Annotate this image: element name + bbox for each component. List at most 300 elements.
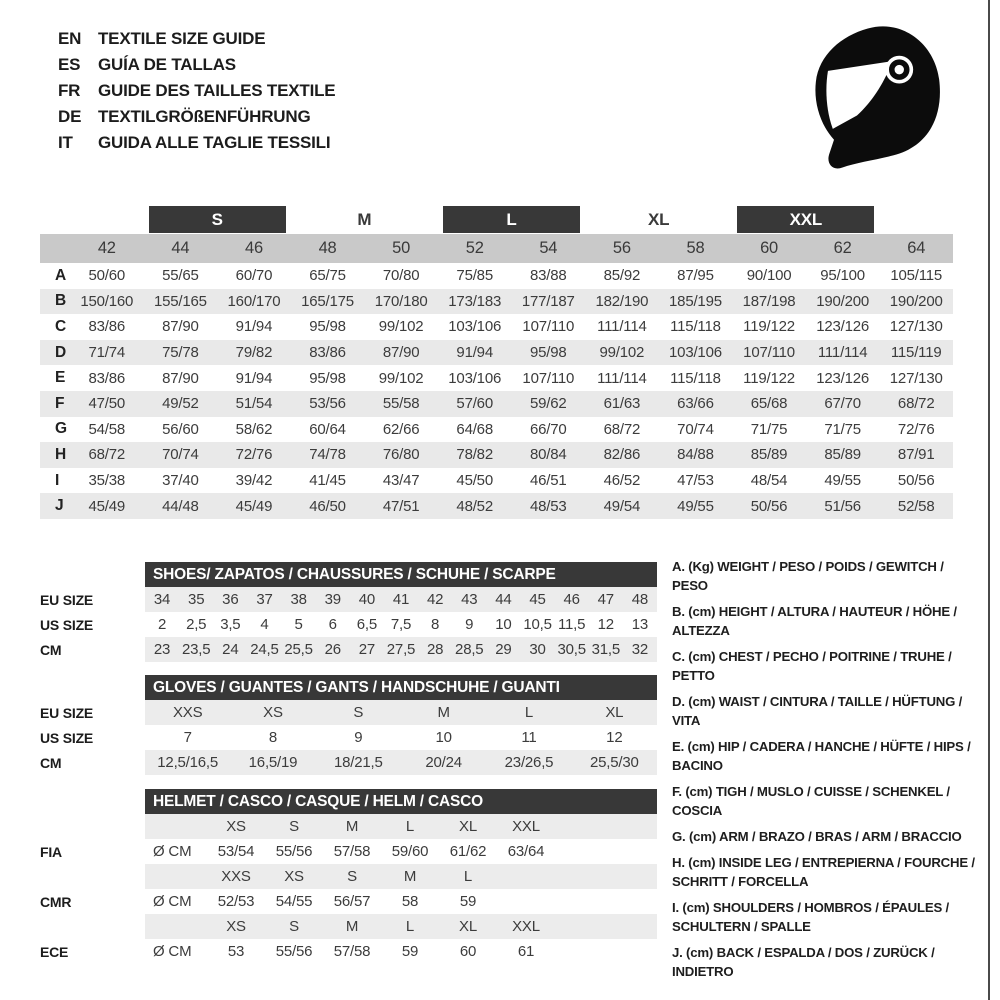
size-value-cell: 42 (426, 591, 444, 608)
size-value-cell: 8 (431, 616, 440, 633)
numeric-size-spacer (40, 234, 70, 263)
row-label: EU SIZE (40, 704, 94, 721)
row-letter: A (55, 266, 66, 284)
row-letter: C (55, 317, 66, 335)
size-value-cell (145, 864, 207, 889)
shoes-table-row (40, 587, 657, 612)
row-label: CM (40, 754, 62, 771)
size-value-cell: 6,5 (356, 616, 377, 633)
size-value-cell: 59/60 (391, 843, 429, 860)
row-letter: J (55, 497, 64, 515)
size-value-cell: 59/62 (530, 395, 567, 413)
row-label (40, 914, 145, 939)
size-value-cell: 30,5 (557, 641, 586, 658)
size-value-cell: 71/75 (824, 420, 861, 438)
gloves-table-row (40, 750, 657, 775)
size-value-cell: 95/98 (530, 344, 567, 362)
row-label (40, 864, 145, 889)
size-value-cell: 62/66 (382, 420, 420, 438)
row-label: ECE (40, 943, 69, 960)
size-value-cell: 51/56 (824, 497, 861, 515)
table-row (40, 289, 953, 315)
row-letter: I (55, 471, 60, 489)
helmet-table-row (40, 814, 657, 839)
language-title: TEXTILE SIZE GUIDE (98, 29, 266, 48)
size-value-cell: 38 (290, 591, 307, 608)
size-value-cell: 31,5 (591, 641, 620, 658)
language-row (58, 130, 335, 156)
size-value-cell: 47/51 (382, 497, 420, 515)
size-value-cell: 90/100 (746, 267, 792, 285)
table-row (40, 493, 953, 519)
size-value-cell: XXL (512, 918, 540, 935)
size-value-cell: 39/42 (235, 472, 273, 490)
numeric-size-label: 60 (760, 239, 779, 257)
size-value-cell: 99/102 (599, 344, 645, 362)
row-label: EU SIZE (40, 591, 94, 608)
size-value-cell: 67/70 (824, 395, 861, 413)
size-value-cell: 20/24 (425, 754, 462, 771)
size-value-cell: 155/165 (153, 292, 207, 310)
size-value-cell: S (289, 918, 299, 935)
size-value-cell (145, 914, 207, 939)
size-value-cell: 68/72 (88, 446, 126, 464)
table-row (40, 442, 953, 468)
size-value-cell: 99/102 (378, 318, 424, 336)
row-label: FIA (40, 843, 62, 860)
size-value-cell: 127/130 (889, 318, 943, 336)
row-letter: D (55, 343, 66, 361)
size-value-cell: 45/49 (235, 497, 273, 515)
size-value-cell: XXL (512, 818, 540, 835)
size-value-cell: 9 (465, 616, 474, 633)
size-value-cell: 185/195 (669, 292, 722, 310)
size-value-cell: 47/53 (677, 472, 714, 490)
size-value-cell: M (403, 868, 417, 885)
size-value-cell: 91/94 (456, 344, 493, 362)
size-value-cell: 37/40 (162, 472, 199, 490)
size-value-cell: 2 (157, 616, 167, 633)
helmet-table-title: HELMET / CASCO / CASQUE / HELM / CASCO (145, 789, 657, 814)
numeric-size-label: 52 (465, 239, 484, 257)
table-row (40, 365, 953, 391)
size-value-cell: 43 (461, 591, 478, 608)
size-value-cell: 46/51 (530, 472, 567, 490)
size-value-cell: 56/60 (162, 420, 199, 438)
size-value-cell: 54/55 (275, 893, 313, 910)
shoes-table-title: SHOES/ ZAPATOS / CHAUSSURES / SCHUHE / SCARPE (145, 562, 657, 587)
size-value-cell: 111/114 (597, 318, 647, 336)
helmet-table-row (40, 889, 657, 914)
size-value-cell: 41/45 (309, 472, 346, 490)
size-value-cell: 7,5 (390, 616, 412, 633)
size-value-cell: Ø CM (153, 893, 192, 910)
row-cells (145, 889, 657, 914)
legend-item: D. (cm) WAIST / CINTURA / TAILLE / HÜFTUNG / VITA (672, 694, 963, 728)
size-value-cell: 39 (324, 591, 341, 608)
size-value-cell: S (289, 818, 299, 835)
size-value-cell: 190/200 (816, 292, 870, 310)
size-value-cell: 24 (222, 641, 239, 658)
size-value-cell: 115/118 (670, 318, 721, 336)
size-value-cell: 61/63 (603, 395, 641, 413)
size-value-cell: 190/200 (889, 292, 943, 310)
row-cells (145, 725, 657, 750)
helmet-table-row (40, 839, 657, 864)
size-value-cell: 58/62 (235, 420, 273, 438)
row-cells (145, 839, 657, 864)
size-value-cell: 50/56 (750, 497, 788, 515)
numeric-size-label: 42 (97, 239, 116, 257)
size-value-cell: 127/130 (889, 369, 943, 387)
size-value-cell: 61 (517, 943, 535, 960)
size-value-cell: 40 (358, 591, 375, 608)
language-code: FR (58, 81, 81, 100)
size-value-cell: XL (459, 918, 477, 935)
size-value-cell: 74/78 (309, 446, 346, 464)
language-code: DE (58, 107, 82, 126)
size-value-cell: 4 (260, 616, 269, 633)
row-letter: B (55, 292, 66, 310)
gloves-table-title: GLOVES / GUANTES / GANTS / HANDSCHUHE / GUANTI (145, 675, 657, 700)
size-value-cell: 45 (529, 591, 546, 608)
size-value-cell: 28,5 (455, 641, 484, 658)
size-value-cell: 2,5 (186, 616, 207, 633)
size-value-cell: 95/98 (309, 318, 346, 336)
size-value-cell: M (345, 818, 359, 835)
size-value-cell: 41 (392, 591, 410, 608)
table-row (40, 340, 953, 366)
size-value-cell: L (524, 704, 534, 721)
size-value-cell: 85/89 (824, 446, 861, 464)
helmet-table-row (40, 914, 657, 939)
table-row (40, 468, 953, 494)
size-value-cell: 91/94 (235, 318, 273, 336)
size-value-cell: 8 (268, 729, 278, 746)
size-value-cell: 115/119 (890, 344, 942, 362)
size-value-cell: 66/70 (530, 420, 567, 438)
size-value-cell: 170/180 (374, 292, 428, 310)
size-value-cell: 23 (153, 641, 171, 658)
size-value-cell: 187/198 (742, 292, 796, 310)
size-value-cell: XL (459, 818, 477, 835)
language-row (58, 78, 335, 104)
size-value-cell: 71/74 (88, 344, 126, 362)
size-value-cell: 32 (631, 641, 649, 658)
row-label: CMR (40, 893, 72, 910)
size-value-cell: 95/98 (309, 369, 346, 387)
size-value-cell: 111/114 (817, 344, 868, 362)
table-row (40, 417, 953, 443)
size-value-cell: 65/75 (309, 267, 346, 285)
legend-item: A. (Kg) WEIGHT / PESO / POIDS / GEWITCH / PESO (672, 559, 944, 593)
row-label: CM (40, 641, 62, 658)
size-value-cell: 55/56 (275, 943, 313, 960)
row-cells (145, 637, 657, 662)
size-value-cell (145, 814, 207, 839)
row-letter: E (55, 369, 66, 387)
row-cells (145, 700, 657, 725)
helmet-table-row (40, 939, 657, 964)
size-group-label: M (357, 209, 372, 229)
helmet-table-rows (40, 814, 657, 964)
size-value-cell: 85/92 (603, 267, 641, 285)
size-value-cell: 25,5/30 (590, 754, 639, 771)
size-value-cell: 54/58 (88, 420, 126, 438)
size-value-cell: 70/80 (382, 267, 420, 285)
size-value-cell: 50/56 (897, 472, 935, 490)
size-value-cell: 160/170 (227, 292, 281, 310)
size-value-cell: 68/72 (897, 395, 935, 413)
size-value-cell: 150/160 (80, 292, 134, 310)
size-value-cell: 103/106 (448, 318, 502, 336)
page-right-border (988, 0, 990, 1000)
size-value-cell: Ø CM (153, 943, 192, 960)
size-value-cell: 99/102 (378, 369, 424, 387)
size-value-cell: 50/60 (88, 267, 126, 285)
legend-item: E. (cm) HIP / CADERA / HANCHE / HÜFTE / HIPS / BACINO (672, 739, 971, 773)
size-value-cell: 105/115 (890, 267, 943, 285)
language-title: GUIDA ALLE TAGLIE TESSILI (98, 133, 331, 152)
row-label: US SIZE (40, 616, 94, 633)
size-value-cell: M (345, 918, 359, 935)
size-value-cell: 79/82 (235, 344, 273, 362)
size-value-cell: 61/62 (449, 843, 487, 860)
helmet-icon (805, 20, 950, 170)
size-value-cell: 64/68 (456, 420, 493, 438)
size-value-cell: 10 (435, 729, 452, 746)
size-value-cell: 84/88 (677, 446, 714, 464)
size-value-cell: 44 (495, 591, 512, 608)
size-value-cell: 12 (606, 729, 623, 746)
size-value-cell: 60/64 (309, 420, 346, 438)
size-value-cell: 27,5 (386, 641, 416, 658)
shoes-table (40, 562, 657, 662)
size-value-cell: 75/85 (456, 267, 493, 285)
gloves-table (40, 675, 657, 775)
size-value-cell: 82/86 (603, 446, 641, 464)
size-value-cell: 48 (631, 591, 649, 608)
language-header (58, 26, 335, 156)
size-value-cell: 83/86 (88, 369, 126, 387)
size-value-cell: 48/54 (750, 472, 788, 490)
legend-item: I. (cm) SHOULDERS / HOMBROS / ÉPAULES / SCHULTERN / SPALLE (672, 900, 949, 934)
size-value-cell: 30 (529, 641, 546, 658)
size-value-cell: 123/126 (816, 318, 870, 336)
size-value-cell: 83/88 (530, 267, 567, 285)
table-row (40, 314, 953, 340)
table-row (40, 391, 953, 417)
shoes-table-rows (40, 587, 657, 662)
size-value-cell: 6 (328, 616, 337, 633)
size-value-cell: 45/49 (88, 497, 126, 515)
size-value-cell: 49/55 (677, 497, 714, 515)
size-value-cell: 83/86 (88, 318, 126, 336)
legend-item: F. (cm) TIGH / MUSLO / CUISSE / SCHENKEL / COSCIA (672, 784, 950, 818)
gloves-table-row (40, 725, 657, 750)
size-value-cell: 10 (495, 616, 512, 633)
size-value-cell: L (405, 918, 415, 935)
size-value-cell: 65/68 (750, 395, 788, 413)
size-value-cell: 70/74 (677, 420, 714, 438)
size-value-cell: 36 (222, 591, 239, 608)
size-value-cell: 115/118 (670, 369, 721, 387)
size-value-cell: 10,5 (523, 616, 552, 633)
gloves-table-row (40, 700, 657, 725)
row-letter: G (55, 420, 67, 438)
size-value-cell: 165/175 (301, 292, 354, 310)
size-value-cell: 23,5 (181, 641, 211, 658)
size-value-cell: 60 (459, 943, 477, 960)
size-value-cell: 11,5 (558, 616, 586, 633)
language-code: IT (58, 133, 73, 152)
numeric-size-label: 46 (244, 239, 263, 257)
size-value-cell: 182/190 (595, 292, 649, 310)
size-value-cell: 34 (153, 591, 171, 608)
size-value-cell: 63/64 (507, 843, 545, 860)
size-value-cell: 49/54 (603, 497, 641, 515)
size-value-cell: 78/82 (456, 446, 493, 464)
size-group-header-row (40, 206, 953, 233)
row-cells (145, 914, 657, 939)
size-value-cell: 35 (188, 591, 205, 608)
language-title: GUÍA DE TALLAS (98, 55, 236, 74)
size-value-cell: 55/56 (275, 843, 313, 860)
size-value-cell: 111/114 (597, 369, 647, 387)
size-value-cell: 44/48 (162, 497, 199, 515)
size-value-cell: XXS (221, 868, 251, 885)
textile-size-rows (40, 263, 953, 519)
size-group-label: L (443, 206, 580, 233)
size-value-cell: M (437, 704, 450, 721)
size-value-cell: XS (284, 868, 304, 885)
size-value-cell: 26 (324, 641, 341, 658)
legend-item: J. (cm) BACK / ESPALDA / DOS / ZURÜCK / INDIETRO (672, 945, 935, 979)
shoes-table-row (40, 637, 657, 662)
size-value-cell: 11 (521, 729, 537, 746)
size-value-cell: 75/78 (162, 344, 199, 362)
size-value-cell: 23/26,5 (504, 754, 554, 771)
size-value-cell: 56/57 (333, 893, 371, 910)
size-value-cell: 49/55 (824, 472, 861, 490)
size-value-cell: 3,5 (220, 616, 241, 633)
size-value-cell: 16,5/19 (248, 754, 298, 771)
size-value-cell: 70/74 (162, 446, 199, 464)
size-value-cell: 103/106 (448, 369, 502, 387)
language-row (58, 104, 335, 130)
size-value-cell: 53 (227, 943, 245, 960)
size-value-cell: 87/90 (162, 369, 199, 387)
row-cells (145, 939, 657, 964)
row-cells (145, 587, 657, 612)
size-value-cell: 25,5 (284, 641, 313, 658)
size-value-cell: 28 (426, 641, 444, 658)
size-value-cell: 46/52 (603, 472, 641, 490)
numeric-size-label: 50 (392, 239, 411, 257)
language-code: ES (58, 55, 81, 74)
size-value-cell: 24,5 (250, 641, 279, 658)
size-value-cell: 58 (401, 893, 419, 910)
size-value-cell (497, 864, 555, 889)
size-value-cell: 18/21,5 (334, 754, 383, 771)
size-value-cell: 37 (256, 591, 273, 608)
size-value-cell: 46 (563, 591, 580, 608)
numeric-size-label: 48 (318, 239, 337, 257)
textile-size-table (40, 206, 953, 519)
size-value-cell: 52/58 (897, 497, 935, 515)
size-value-cell: 12,5/16,5 (157, 754, 219, 771)
legend-item: H. (cm) INSIDE LEG / ENTREPIERNA / FOURCHE / SCHRITT / FORCELLA (672, 855, 975, 889)
size-value-cell: 123/126 (816, 369, 870, 387)
size-value-cell: 29 (495, 641, 512, 658)
size-value-cell: 59 (459, 893, 477, 910)
table-row (40, 263, 953, 289)
row-cells (145, 612, 657, 637)
size-value-cell: 47/50 (88, 395, 126, 413)
size-value-cell: 53/54 (217, 843, 255, 860)
language-code: EN (58, 29, 82, 48)
size-value-cell: XS (226, 818, 246, 835)
numeric-size-label: 62 (833, 239, 852, 257)
size-value-cell: 59 (401, 943, 419, 960)
size-value-cell: 85/89 (750, 446, 788, 464)
size-value-cell: XS (263, 704, 283, 721)
size-group-label: XL (648, 209, 670, 229)
numeric-size-band (40, 234, 953, 263)
numeric-size-label: 56 (612, 239, 631, 257)
size-value-cell: 49/52 (162, 395, 199, 413)
size-value-cell: 87/90 (382, 344, 420, 362)
size-value-cell: 72/76 (235, 446, 273, 464)
language-title: TEXTILGRÖßENFÜHRUNG (98, 107, 311, 126)
size-value-cell: 57/58 (333, 843, 371, 860)
size-value-cell: 173/183 (448, 292, 502, 310)
size-value-cell: 55/58 (382, 395, 420, 413)
size-value-cell: 71/75 (750, 420, 788, 438)
helmet-table (40, 789, 657, 964)
size-value-cell: 7 (183, 729, 192, 746)
size-value-cell: 57/60 (456, 395, 493, 413)
size-value-cell: XS (226, 918, 246, 935)
legend-item: B. (cm) HEIGHT / ALTURA / HAUTEUR / HÖHE / ALTEZZA (672, 604, 957, 638)
language-row (58, 52, 335, 78)
size-value-cell: 119/122 (743, 318, 795, 336)
size-group-label: XXL (737, 206, 874, 233)
size-value-cell: 107/110 (522, 318, 575, 336)
numeric-size-label: 58 (686, 239, 705, 257)
size-value-cell: 60/70 (235, 267, 273, 285)
size-value-cell: 68/72 (603, 420, 641, 438)
row-cells (145, 814, 657, 839)
size-value-cell: 95/100 (820, 267, 865, 285)
size-value-cell: 87/90 (162, 318, 199, 336)
measurement-legend (672, 557, 978, 988)
size-value-cell: 45/50 (456, 472, 493, 490)
size-value-cell: 72/76 (897, 420, 935, 438)
size-value-cell: 12 (597, 616, 614, 633)
size-value-cell: 76/80 (382, 446, 420, 464)
size-value-cell: Ø CM (153, 843, 192, 860)
size-value-cell: 87/95 (677, 267, 714, 285)
row-letter: F (55, 394, 65, 412)
row-cells (145, 864, 657, 889)
size-value-cell: 9 (354, 729, 363, 746)
size-value-cell: 51/54 (235, 395, 273, 413)
legend-item: G. (cm) ARM / BRAZO / BRAS / ARM / BRACCIO (672, 829, 962, 844)
size-value-cell: 107/110 (522, 369, 575, 387)
size-value-cell: 91/94 (235, 369, 273, 387)
row-letter: H (55, 445, 66, 463)
